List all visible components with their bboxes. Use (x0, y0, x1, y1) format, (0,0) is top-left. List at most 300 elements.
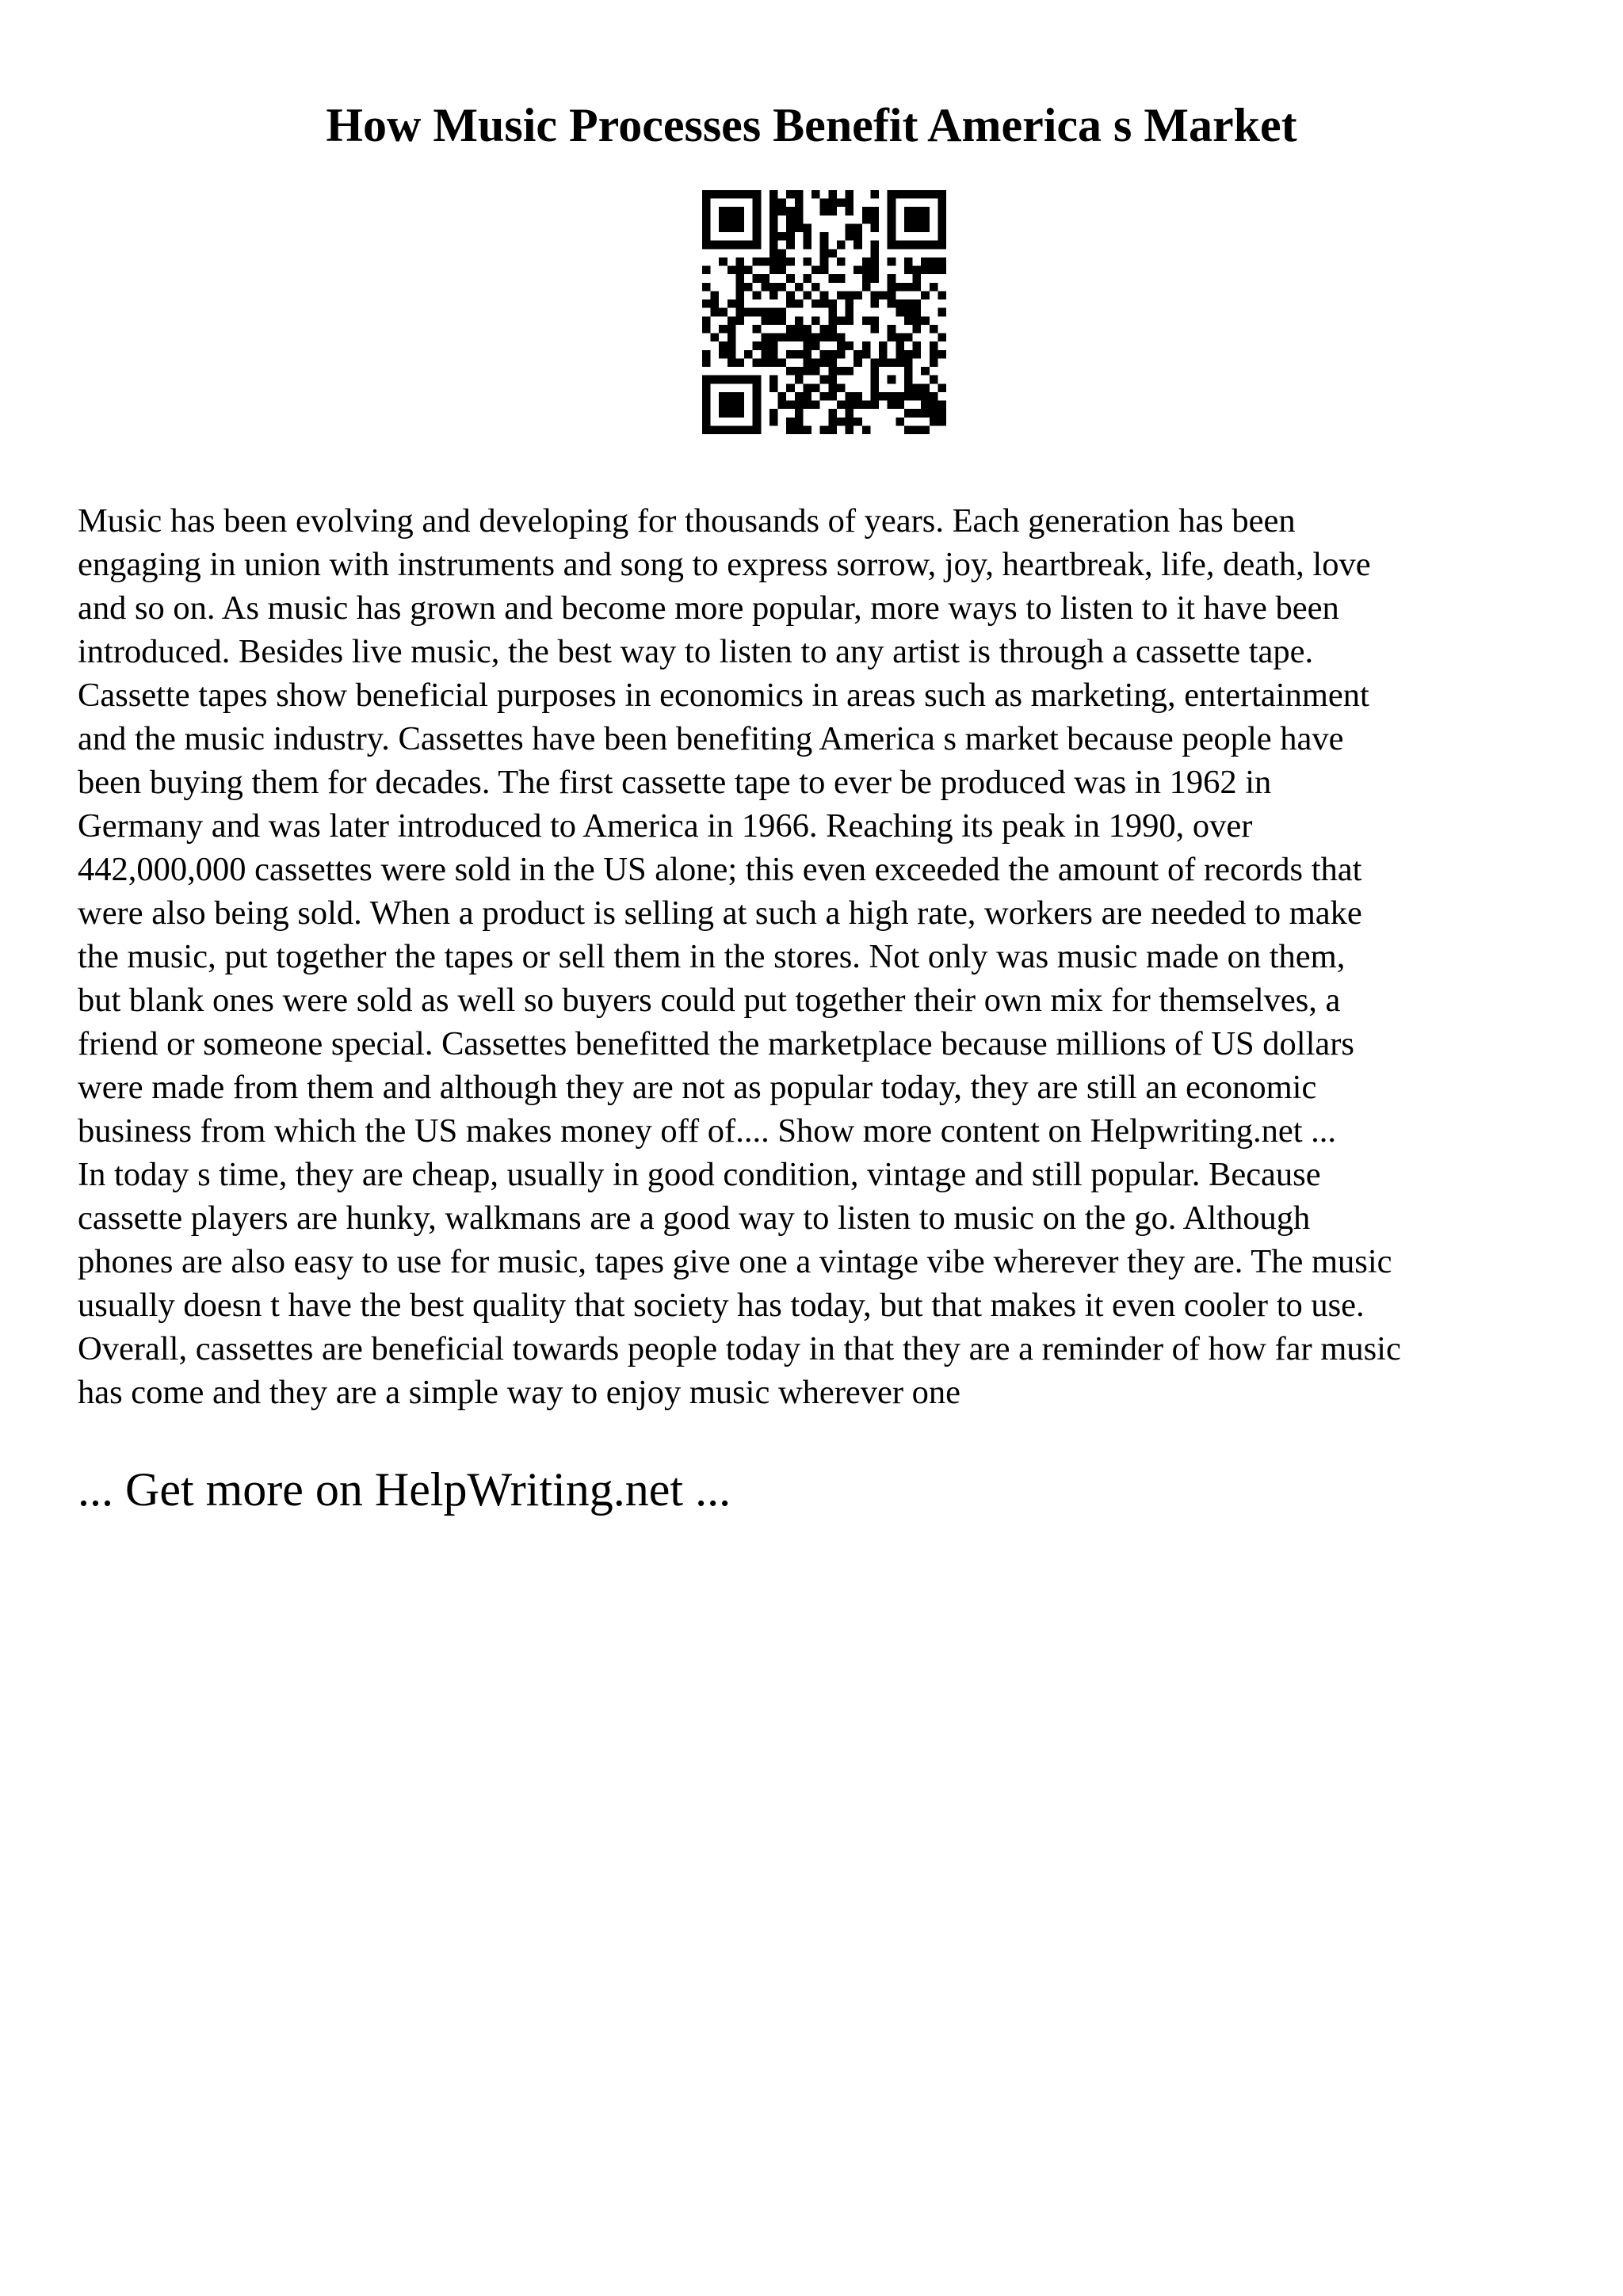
qr-module (938, 383, 946, 392)
qr-module (921, 367, 930, 376)
qr-module (820, 425, 829, 434)
qr-module (930, 401, 938, 410)
qr-module (753, 409, 762, 418)
qr-module (778, 249, 787, 257)
qr-module (870, 249, 879, 257)
qr-module (846, 291, 854, 299)
qr-module (719, 215, 727, 224)
qr-module (828, 199, 837, 208)
qr-module (795, 299, 804, 308)
qr-module (735, 207, 744, 215)
qr-module (888, 401, 896, 410)
qr-module (786, 232, 795, 241)
get-more-link[interactable]: ... Get more on HelpWriting.net ... (78, 1463, 731, 1516)
qr-module (828, 274, 837, 283)
qr-module (904, 392, 913, 401)
qr-module (753, 207, 762, 215)
qr-module (862, 341, 871, 350)
qr-module (795, 223, 804, 232)
qr-module (803, 350, 812, 359)
qr-module (735, 308, 744, 317)
qr-module (879, 358, 888, 367)
qr-module (888, 215, 896, 224)
qr-module (769, 334, 778, 342)
qr-module (854, 223, 862, 232)
qr-module (769, 383, 778, 392)
qr-module (870, 358, 879, 367)
qr-module (913, 274, 922, 283)
qr-module (828, 358, 837, 367)
qr-module (837, 418, 846, 426)
qr-module (904, 283, 913, 292)
qr-module (846, 392, 854, 401)
qr-module (727, 190, 736, 199)
qr-module (769, 291, 778, 299)
qr-module (795, 207, 804, 215)
qr-module (803, 367, 812, 376)
qr-module (888, 291, 896, 299)
qr-module (837, 401, 846, 410)
qr-module (913, 316, 922, 325)
qr-module (727, 334, 736, 342)
qr-module (888, 207, 896, 215)
qr-module (846, 299, 854, 308)
qr-module (913, 215, 922, 224)
qr-module (727, 401, 736, 410)
qr-module (719, 350, 727, 359)
qr-module (812, 190, 820, 199)
qr-module (727, 215, 736, 224)
qr-module (896, 283, 904, 292)
qr-module (862, 215, 871, 224)
qr-module (795, 401, 804, 410)
qr-module (930, 325, 938, 334)
qr-module (896, 401, 904, 410)
qr-module (795, 215, 804, 224)
qr-module (879, 350, 888, 359)
qr-module (921, 207, 930, 215)
qr-module (761, 350, 769, 359)
qr-module (837, 241, 846, 250)
qr-module (702, 425, 711, 434)
qr-module (820, 358, 829, 367)
qr-module (820, 291, 829, 299)
qr-module (735, 409, 744, 418)
qr-module (778, 308, 787, 317)
qr-module (761, 358, 769, 367)
qr-module (786, 241, 795, 250)
qr-module (913, 392, 922, 401)
qr-module (753, 401, 762, 410)
qr-module (820, 241, 829, 250)
qr-module (904, 350, 913, 359)
qr-module (795, 367, 804, 376)
qr-module (795, 409, 804, 418)
qr-module (735, 392, 744, 401)
qr-module (702, 241, 711, 250)
qr-module (870, 299, 879, 308)
qr-module (778, 232, 787, 241)
qr-module (921, 316, 930, 325)
qr-module (938, 418, 946, 426)
qr-module (888, 325, 896, 334)
qr-module (702, 223, 711, 232)
qr-module (727, 376, 736, 384)
qr-module (862, 425, 871, 434)
qr-module (753, 274, 762, 283)
qr-module (870, 241, 879, 250)
qr-module (921, 257, 930, 266)
qr-module (719, 257, 727, 266)
qr-code-graphic (702, 190, 946, 434)
qr-module (711, 425, 720, 434)
qr-module (753, 425, 762, 434)
qr-module (828, 308, 837, 317)
qr-module (769, 358, 778, 367)
qr-module (761, 308, 769, 317)
qr-module (837, 367, 846, 376)
qr-module (711, 291, 720, 299)
qr-module (828, 316, 837, 325)
qr-module (828, 249, 837, 257)
qr-module (896, 392, 904, 401)
qr-module (870, 367, 879, 376)
qr-module (820, 199, 829, 208)
qr-module (702, 418, 711, 426)
qr-module (769, 376, 778, 384)
qr-module (854, 291, 862, 299)
qr-module (913, 266, 922, 275)
qr-module (904, 308, 913, 317)
qr-module (938, 401, 946, 410)
qr-module (862, 401, 871, 410)
qr-module (870, 223, 879, 232)
qr-module (828, 350, 837, 359)
qr-module (753, 325, 762, 334)
qr-module (786, 257, 795, 266)
qr-module (930, 358, 938, 367)
qr-module (930, 409, 938, 418)
qr-module (846, 199, 854, 208)
qr-module (753, 223, 762, 232)
qr-module (795, 199, 804, 208)
qr-module (702, 392, 711, 401)
qr-module (753, 418, 762, 426)
qr-module (828, 418, 837, 426)
qr-module (921, 291, 930, 299)
qr-module (803, 334, 812, 342)
qr-module (702, 350, 711, 359)
qr-module (727, 266, 736, 275)
qr-module (921, 223, 930, 232)
qr-module (744, 266, 753, 275)
qr-module (938, 199, 946, 208)
qr-module (727, 409, 736, 418)
qr-module (837, 199, 846, 208)
qr-module (820, 207, 829, 215)
qr-module (888, 274, 896, 283)
qr-module (769, 241, 778, 250)
qr-module (786, 418, 795, 426)
qr-module (727, 316, 736, 325)
qr-module (854, 358, 862, 367)
qr-module (761, 257, 769, 266)
qr-module (795, 325, 804, 334)
qr-module (870, 274, 879, 283)
qr-module (786, 207, 795, 215)
qr-module (828, 367, 837, 376)
qr-module (753, 232, 762, 241)
qr-module (719, 409, 727, 418)
qr-module (803, 383, 812, 392)
qr-module (812, 316, 820, 325)
qr-module (828, 190, 837, 199)
qr-module (904, 190, 913, 199)
qr-module (913, 425, 922, 434)
qr-module (828, 409, 837, 418)
qr-module (870, 190, 879, 199)
qr-module (846, 401, 854, 410)
qr-module (870, 376, 879, 384)
qr-module (753, 308, 762, 317)
qr-module (735, 425, 744, 434)
qr-module (828, 383, 837, 392)
qr-module (702, 358, 711, 367)
qr-module (719, 401, 727, 410)
qr-module (769, 232, 778, 241)
qr-module (837, 350, 846, 359)
qr-module (803, 257, 812, 266)
qr-module (812, 299, 820, 308)
qr-module (930, 257, 938, 266)
body-text-line: Overall, cassettes are beneficial towards people today in that they are a reminder of how far music (78, 1330, 1401, 1367)
qr-module (786, 425, 795, 434)
qr-module (904, 425, 913, 434)
qr-module (727, 425, 736, 434)
qr-module (803, 223, 812, 232)
qr-module (735, 190, 744, 199)
body-text-line: were also being sold. When a product is selling at such a high rate, workers are needed to make (78, 894, 1362, 932)
qr-module (904, 257, 913, 266)
qr-module (913, 383, 922, 392)
qr-module (735, 274, 744, 283)
body-text-line: phones are also easy to use for music, tapes give one a vintage vibe wherever they are. The music (78, 1243, 1392, 1280)
qr-module (812, 383, 820, 392)
qr-module (795, 425, 804, 434)
qr-module (921, 190, 930, 199)
qr-module (795, 392, 804, 401)
qr-module (862, 266, 871, 275)
qr-module (820, 392, 829, 401)
qr-module (719, 190, 727, 199)
qr-module (828, 334, 837, 342)
body-text-line: were made from them and although they are not as popular today, they are still an economic (78, 1069, 1317, 1106)
qr-module (862, 283, 871, 292)
qr-module (778, 199, 787, 208)
qr-module (888, 232, 896, 241)
qr-module (761, 283, 769, 292)
qr-module (769, 266, 778, 275)
qr-module (828, 207, 837, 215)
qr-module (702, 232, 711, 241)
qr-module (913, 341, 922, 350)
qr-module (888, 299, 896, 308)
qr-module (744, 241, 753, 250)
qr-module (702, 376, 711, 384)
qr-module (727, 392, 736, 401)
qr-module (803, 241, 812, 250)
qr-module (753, 215, 762, 224)
qr-module (735, 283, 744, 292)
qr-module (870, 215, 879, 224)
qr-module (828, 392, 837, 401)
body-text-line: has come and they are a simple way to enjoy music wherever one (78, 1374, 961, 1411)
qr-module (786, 291, 795, 299)
qr-module (786, 190, 795, 199)
qr-module (837, 383, 846, 392)
qr-module (896, 190, 904, 199)
qr-module (913, 223, 922, 232)
body-text-line: Cassette tapes show beneficial purposes in economics in areas such as marketing, entertainment (78, 677, 1369, 714)
qr-module (769, 249, 778, 257)
qr-module (769, 207, 778, 215)
qr-module (786, 325, 795, 334)
qr-module (820, 325, 829, 334)
qr-module (828, 325, 837, 334)
qr-module (778, 334, 787, 342)
body-text-line: friend or someone special. Cassettes benefitted the marketplace because millions of US dollars (78, 1025, 1354, 1062)
qr-module (778, 257, 787, 266)
qr-module (769, 199, 778, 208)
qr-module (921, 241, 930, 250)
qr-module (735, 266, 744, 275)
qr-module (938, 232, 946, 241)
qr-module (870, 325, 879, 334)
qr-module (888, 376, 896, 384)
qr-module (702, 409, 711, 418)
qr-module (930, 418, 938, 426)
qr-module (913, 308, 922, 317)
qr-module (735, 316, 744, 325)
qr-module (904, 266, 913, 275)
qr-module (904, 367, 913, 376)
qr-module (719, 425, 727, 434)
qr-module (727, 341, 736, 350)
qr-module (744, 425, 753, 434)
qr-module (913, 190, 922, 199)
qr-module (921, 215, 930, 224)
qr-module (744, 283, 753, 292)
qr-module (702, 266, 711, 275)
qr-module (870, 257, 879, 266)
qr-module (904, 376, 913, 384)
qr-module (828, 425, 837, 434)
qr-module (854, 392, 862, 401)
qr-module (744, 350, 753, 359)
qr-module (837, 257, 846, 266)
qr-module (921, 409, 930, 418)
qr-module (719, 308, 727, 317)
qr-module (846, 367, 854, 376)
qr-module (837, 316, 846, 325)
qr-module (820, 266, 829, 275)
qr-module (735, 376, 744, 384)
qr-module (753, 376, 762, 384)
qr-module (904, 316, 913, 325)
qr-module (753, 358, 762, 367)
qr-module (778, 401, 787, 410)
qr-module (786, 367, 795, 376)
qr-module (896, 308, 904, 317)
qr-module (930, 241, 938, 250)
qr-module (795, 418, 804, 426)
qr-module (761, 334, 769, 342)
qr-module (862, 316, 871, 325)
body-text-line: In today s time, they are cheap, usually in good condition, vintage and still popular. Because (78, 1156, 1321, 1193)
qr-module (879, 341, 888, 350)
qr-module (870, 207, 879, 215)
qr-module (735, 401, 744, 410)
qr-module (896, 341, 904, 350)
qr-module (769, 409, 778, 418)
qr-module (719, 241, 727, 250)
qr-module (862, 350, 871, 359)
qr-module (803, 232, 812, 241)
qr-module (820, 299, 829, 308)
qr-module (753, 190, 762, 199)
qr-module (870, 392, 879, 401)
qr-module (938, 291, 946, 299)
qr-module (870, 383, 879, 392)
qr-module (778, 283, 787, 292)
qr-module (913, 207, 922, 215)
qr-module (803, 325, 812, 334)
qr-module (795, 376, 804, 384)
qr-module (888, 392, 896, 401)
qr-module (846, 308, 854, 317)
qr-module (888, 199, 896, 208)
qr-module (735, 241, 744, 250)
body-text-line: business from which the US makes money off of.... Show more content on Helpwriting.net ... (78, 1112, 1337, 1150)
qr-module (727, 223, 736, 232)
qr-module (786, 223, 795, 232)
qr-module (753, 383, 762, 392)
qr-module (795, 334, 804, 342)
qr-module (846, 223, 854, 232)
qr-module (930, 376, 938, 384)
qr-module (702, 207, 711, 215)
qr-module (795, 283, 804, 292)
qr-module (904, 334, 913, 342)
qr-module (913, 409, 922, 418)
qr-code-icon (702, 190, 946, 434)
qr-module (854, 350, 862, 359)
qr-module (702, 299, 711, 308)
qr-module (702, 215, 711, 224)
qr-module (938, 241, 946, 250)
qr-module (735, 223, 744, 232)
qr-module (753, 257, 762, 266)
qr-module (846, 316, 854, 325)
qr-module (711, 308, 720, 317)
body-text-line: cassette players are hunky, walkmans are a good way to listen to music on the go. Although (78, 1199, 1311, 1237)
qr-module (837, 341, 846, 350)
qr-module (938, 215, 946, 224)
qr-module (769, 215, 778, 224)
qr-module (938, 223, 946, 232)
qr-module (711, 376, 720, 384)
qr-module (812, 367, 820, 376)
